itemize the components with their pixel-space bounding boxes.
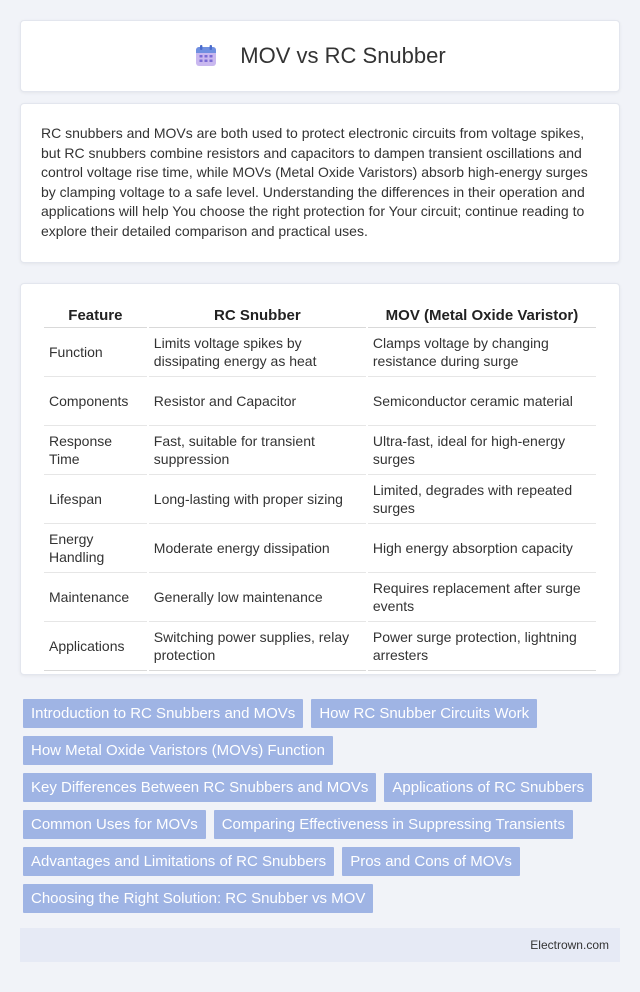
tag-row — [23, 699, 623, 728]
tag-row — [23, 847, 623, 876]
table-row — [44, 573, 596, 622]
footer — [20, 928, 620, 962]
table-row — [44, 426, 596, 475]
table-row — [44, 524, 596, 573]
column-header: RC Snubber — [149, 304, 366, 328]
table-row — [44, 377, 596, 426]
table-cell: Semiconductor ceramic material — [368, 377, 596, 426]
table-cell: Requires replacement after surge events — [368, 573, 596, 622]
table-row — [44, 475, 596, 524]
table-cell: Resistor and Capacitor — [149, 377, 366, 426]
table-cell: Long-lasting with proper sizing — [149, 475, 366, 524]
header-card — [20, 20, 620, 92]
table-cell: High energy absorption capacity — [368, 524, 596, 573]
table-header-row — [44, 304, 596, 328]
topic-tag[interactable]: Choosing the Right Solution: RC Snubber vs MOV — [23, 884, 373, 913]
topic-tag[interactable]: Advantages and Limitations of RC Snubbers — [23, 847, 334, 876]
topic-tag[interactable]: Introduction to RC Snubbers and MOVs — [23, 699, 303, 728]
table-cell: Generally low maintenance — [149, 573, 366, 622]
table-row — [44, 328, 596, 377]
topic-tags — [23, 699, 623, 921]
topic-tag[interactable]: Applications of RC Snubbers — [384, 773, 592, 802]
table-cell: Clamps voltage by changing resistance during surge — [368, 328, 596, 377]
tag-row — [23, 810, 623, 839]
column-header: Feature — [44, 304, 147, 328]
topic-tag[interactable]: Pros and Cons of MOVs — [342, 847, 520, 876]
table-cell: Response Time — [44, 426, 147, 475]
intro-card — [20, 103, 620, 263]
table-cell: Fast, suitable for transient suppression — [149, 426, 366, 475]
table-cell: Applications — [44, 622, 147, 671]
table-cell: Energy Handling — [44, 524, 147, 573]
topic-tag[interactable]: How RC Snubber Circuits Work — [311, 699, 537, 728]
topic-tag[interactable]: How Metal Oxide Varistors (MOVs) Function — [23, 736, 333, 765]
footer-site-name: Electrown.com — [530, 938, 609, 952]
table-cell: Maintenance — [44, 573, 147, 622]
topic-tag[interactable]: Comparing Effectiveness in Suppressing Transients — [214, 810, 573, 839]
page-title: MOV vs RC Snubber — [240, 43, 446, 68]
topic-tag[interactable]: Key Differences Between RC Snubbers and MOVs — [23, 773, 376, 802]
table-cell: Ultra-fast, ideal for high-energy surges — [368, 426, 596, 475]
comparison-table-card — [20, 283, 620, 675]
table-cell: Switching power supplies, relay protection — [149, 622, 366, 671]
table-row — [44, 622, 596, 671]
table-cell: Power surge protection, lightning arresters — [368, 622, 596, 671]
table-cell: Moderate energy dissipation — [149, 524, 366, 573]
topic-tag[interactable]: Common Uses for MOVs — [23, 810, 206, 839]
comparison-table — [42, 304, 598, 671]
calendar-icon — [194, 44, 218, 68]
tag-row — [23, 736, 623, 765]
table-cell: Function — [44, 328, 147, 377]
table-cell: Limited, degrades with repeated surges — [368, 475, 596, 524]
column-header: MOV (Metal Oxide Varistor) — [368, 304, 596, 328]
tag-row — [23, 773, 623, 802]
tag-row — [23, 884, 623, 913]
table-cell: Components — [44, 377, 147, 426]
intro-text: RC snubbers and MOVs are both used to protect electronic circuits from voltage spikes, but RC snubbers combine resistors and capacitors to dampen transient oscillations and control voltage rise time, while MOVs (Metal Oxide Varistors) absorb high-energy surges by clamping voltage to a safe level. Understanding the differences in their operation and applications will help You choose the right protection for Your circuit; continue reading to explore their detailed comparison and practical uses. — [41, 125, 588, 239]
table-cell: Lifespan — [44, 475, 147, 524]
table-cell: Limits voltage spikes by dissipating energy as heat — [149, 328, 366, 377]
